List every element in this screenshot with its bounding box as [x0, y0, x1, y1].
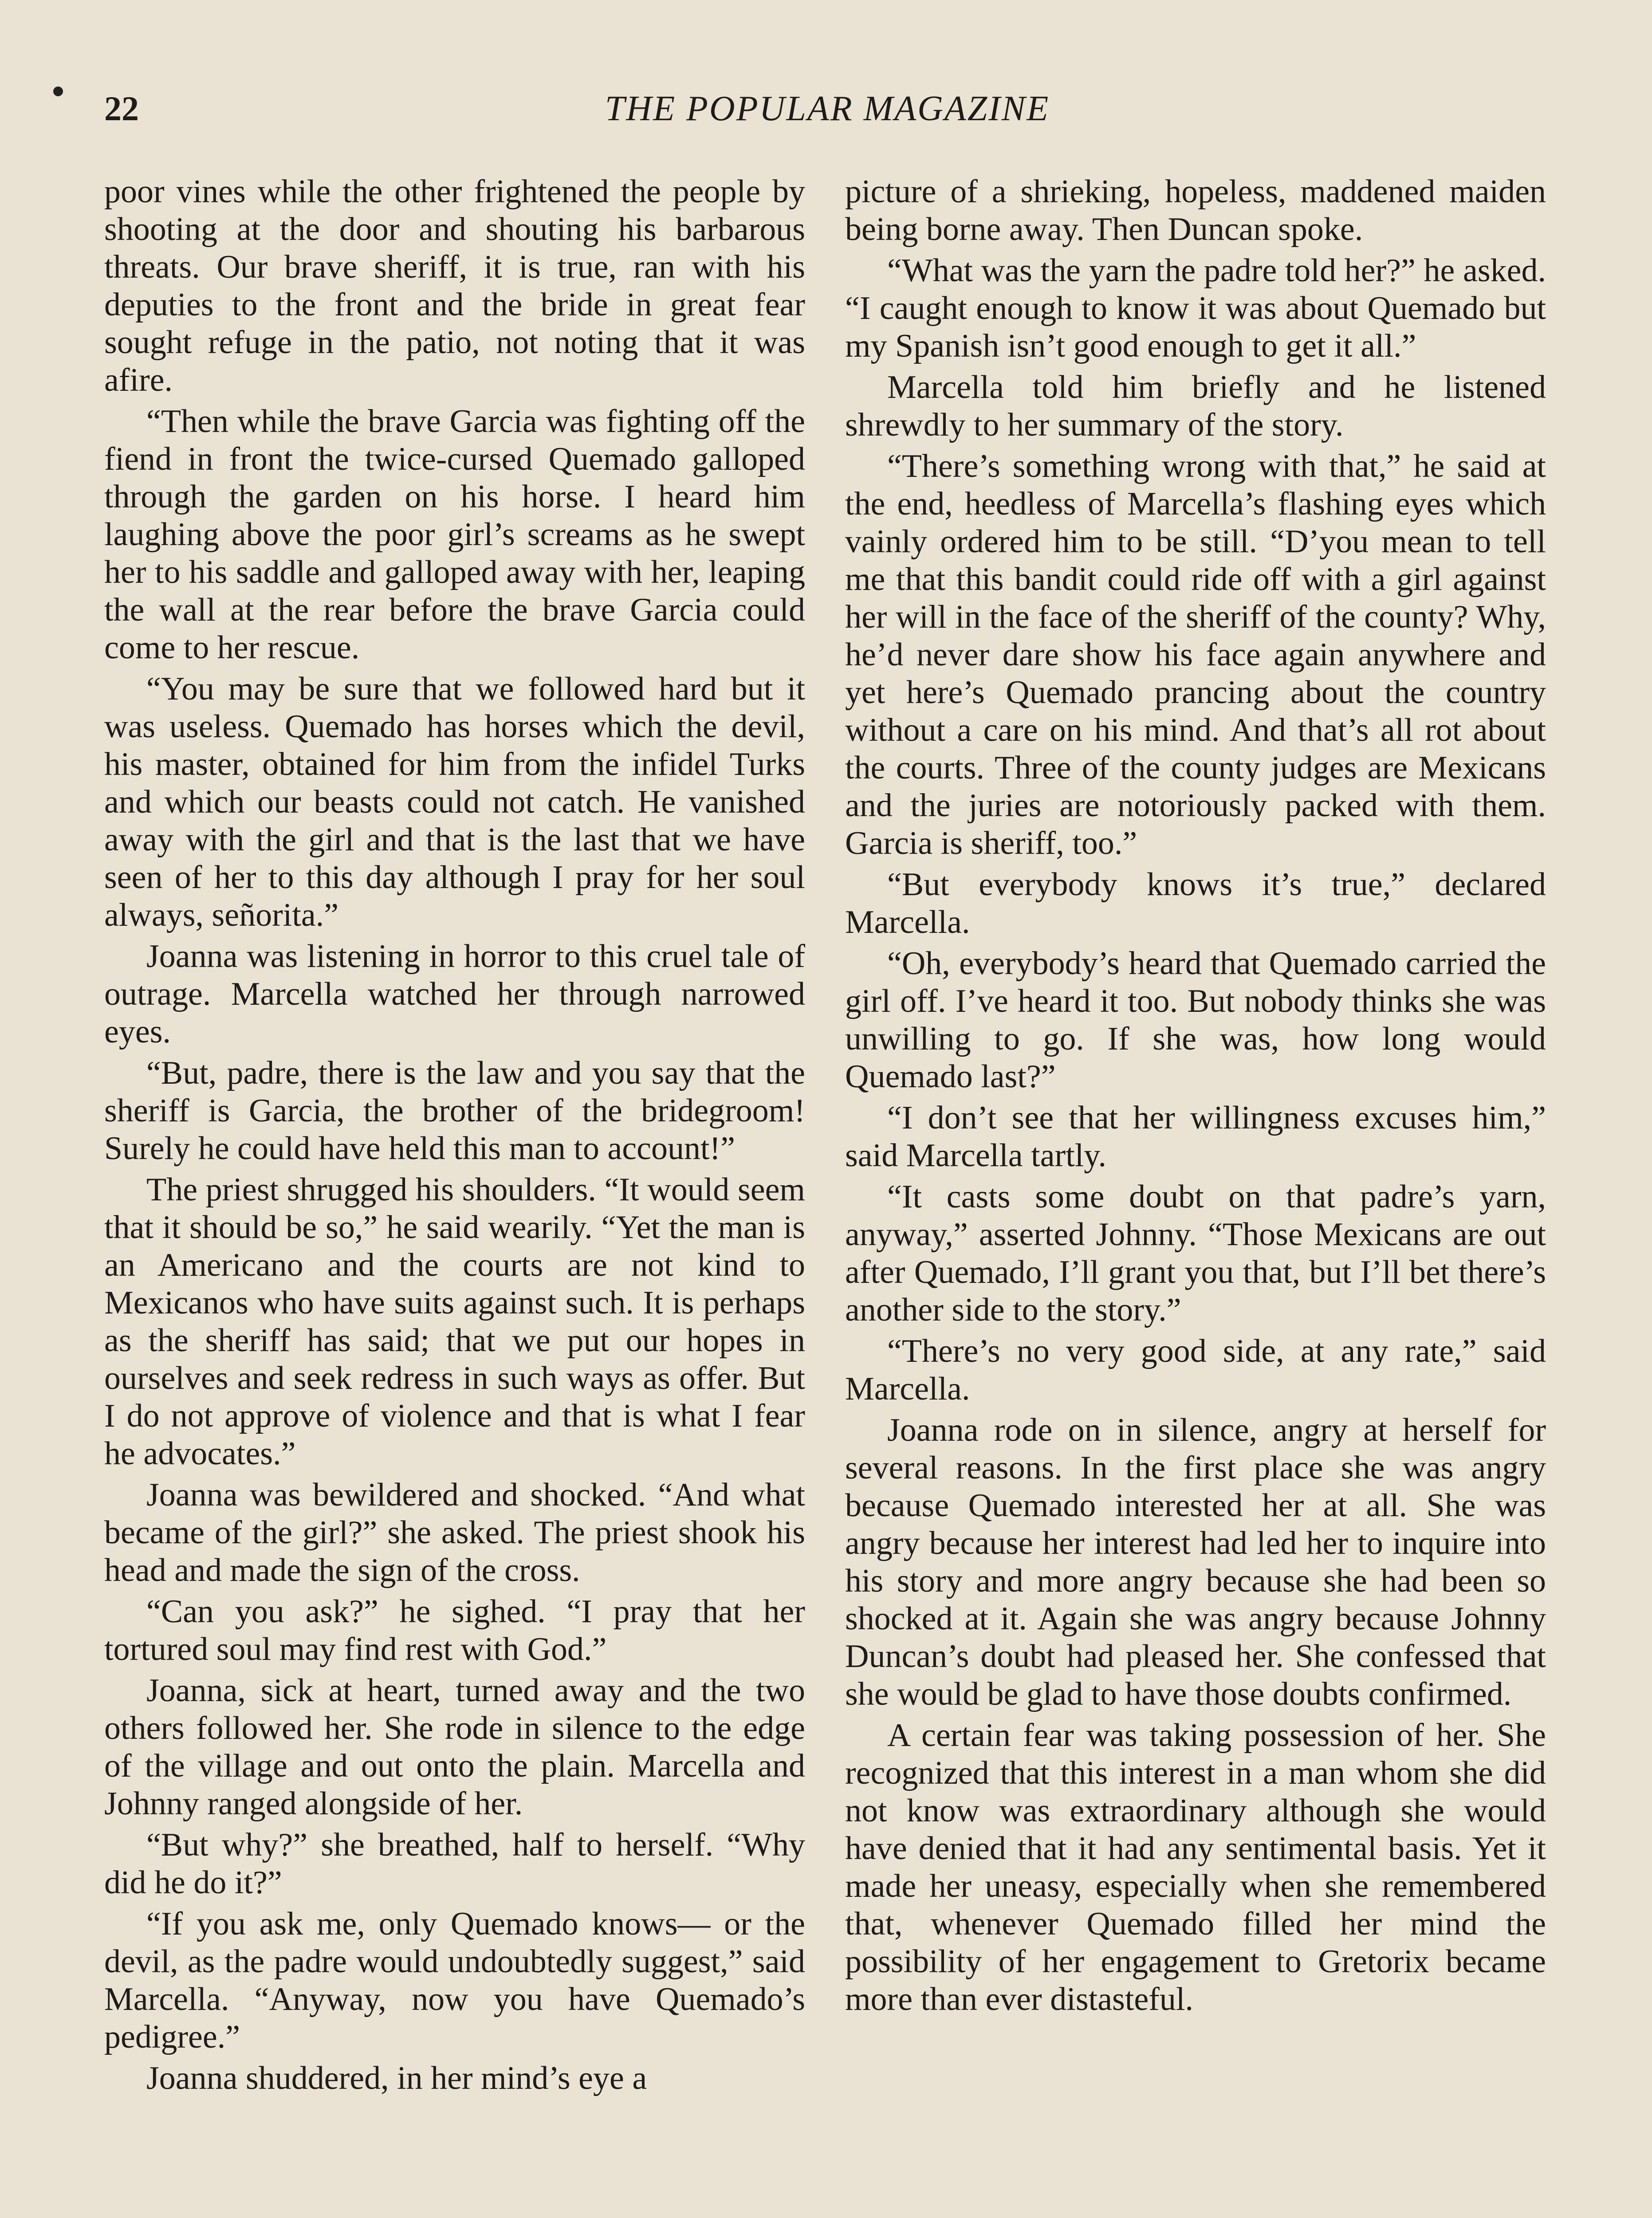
page-header: [104, 89, 1550, 138]
paragraph: Marcella told him briefly and he listened shrewdly to her summary of the story.: [845, 369, 1546, 443]
paragraph: The priest shrugged his shoulders. “It would seem that it should be so,” he said wearily. “Yet the man is an Americano and the courts are not kind to Mexicanos who have suits against such. It is perhaps as the sheriff has said; that we put our hopes in ourselves and seek redress in such ways as offer. But I do not approve of violence and that is what I fear he advocates.”: [104, 1172, 805, 1472]
page-number: 22: [104, 89, 139, 128]
page-mark-top: [53, 87, 63, 96]
paragraph: Joanna, sick at heart, turned away and the two others followed her. She rode in silence to the edge of the village and out onto the plain. Marcella and Johnny ranged alongside of her.: [104, 1672, 805, 1822]
paragraph: “You may be sure that we followed hard but it was useless. Quemado has horses which the devil, his master, obtained for him from the infidel Turks and which our beasts could not catch. He vanished away with the girl and that is the last that we have seen of her to this day although I pray for her soul always, señorita.”: [104, 671, 805, 933]
paragraph: “Can you ask?” he sighed. “I pray that her tortured soul may find rest with God.”: [104, 1593, 805, 1667]
paragraph: Joanna was bewildered and shocked. “And what became of the girl?” she asked. The priest shook his head and made the sign of the cross.: [104, 1477, 805, 1589]
left-column: [104, 173, 805, 2218]
paragraph: “But, padre, there is the law and you say that the sheriff is Garcia, the brother of the bridegroom! Surely he could have held this man to account!”: [104, 1055, 805, 1167]
paragraph: Joanna was listening in horror to this cruel tale of outrage. Marcella watched her through narrowed eyes.: [104, 938, 805, 1050]
paragraph: “What was the yarn the padre told her?” he asked. “I caught enough to know it was about Quemado but my Spanish isn’t good enough to get it all.”: [845, 252, 1546, 364]
paragraph: “If you ask me, only Quemado knows— or the devil, as the padre would undoubtedly suggest,” said Marcella. “Anyway, now you have Quemado’s pedigree.”: [104, 1906, 805, 2055]
paragraph: “I don’t see that her willingness excuses him,” said Marcella tartly.: [845, 1100, 1546, 1174]
paragraph: “It casts some doubt on that padre’s yarn, anyway,” asserted Johnny. “Those Mexicans are out after Quemado, I’ll grant you that, but I’ll bet there’s another side to the story.”: [845, 1179, 1546, 1328]
paragraph: “But why?” she breathed, half to herself. “Why did he do it?”: [104, 1827, 805, 1901]
paragraph: “Oh, everybody’s heard that Quemado carried the girl off. I’ve heard it too. But nobody thinks she was unwilling to go. If she was, how long would Quemado last?”: [845, 945, 1546, 1095]
paragraph: “There’s no very good side, at any rate,” said Marcella.: [845, 1333, 1546, 1407]
right-column: [845, 173, 1546, 2218]
paragraph: Joanna shuddered, in her mind’s eye a: [146, 2060, 647, 2096]
paragraph: picture of a shrieking, hopeless, maddened maiden being borne away. Then Duncan spoke.: [845, 173, 1546, 248]
paragraph: “Then while the brave Garcia was fighting off the fiend in front the twice-cursed Quemado galloped through the garden on his horse. I heard him laughing above the poor girl’s screams as he swept her to his saddle and galloped away with her, leaping the wall at the rear before the brave Garcia could come to her rescue.: [104, 403, 805, 666]
paragraph: “There’s something wrong with that,” he said at the end, heedless of Marcella’s flashing eyes which vainly ordered him to be still. “D’you mean to tell me that this bandit could ride off with a girl against her will in the face of the sheriff of the county? Why, he’d never dare show his face again anywhere and yet here’s Quemado prancing about the country without a care on his mind. And that’s all rot about the courts. Three of the county judges are Mexicans and the juries are notoriously packed with them. Garcia is sheriff, too.”: [845, 448, 1546, 861]
magazine-title: THE POPULAR MAGAZINE: [605, 89, 1050, 128]
paragraph: “But everybody knows it’s true,” declared Marcella.: [845, 866, 1546, 940]
paragraph: A certain fear was taking possession of her. She recognized that this interest in a man whom she did not know was extraordinary although she would have denied that it had any sentimental basis. Yet it made her uneasy, especially when she remembered that, whenever Quemado filled her mind the possibility of her engagement to Gretorix became more than ever distasteful.: [845, 1717, 1546, 2017]
paragraph: Joanna rode on in silence, angry at herself for several reasons. In the first place she was angry because Quemado interested her at all. She was angry because her interest had led her to inquire into his story and more angry because she had been so shocked at it. Again she was angry because Johnny Duncan’s doubt had pleased her. She confessed that she would be glad to have those doubts confirmed.: [845, 1412, 1546, 1712]
paragraph: poor vines while the other frightened the people by shooting at the door and shouting his barbarous threats. Our brave sheriff, it is true, ran with his deputies to the front and the bride in great fear sought refuge in the patio, not noting that it was afire.: [104, 173, 805, 398]
